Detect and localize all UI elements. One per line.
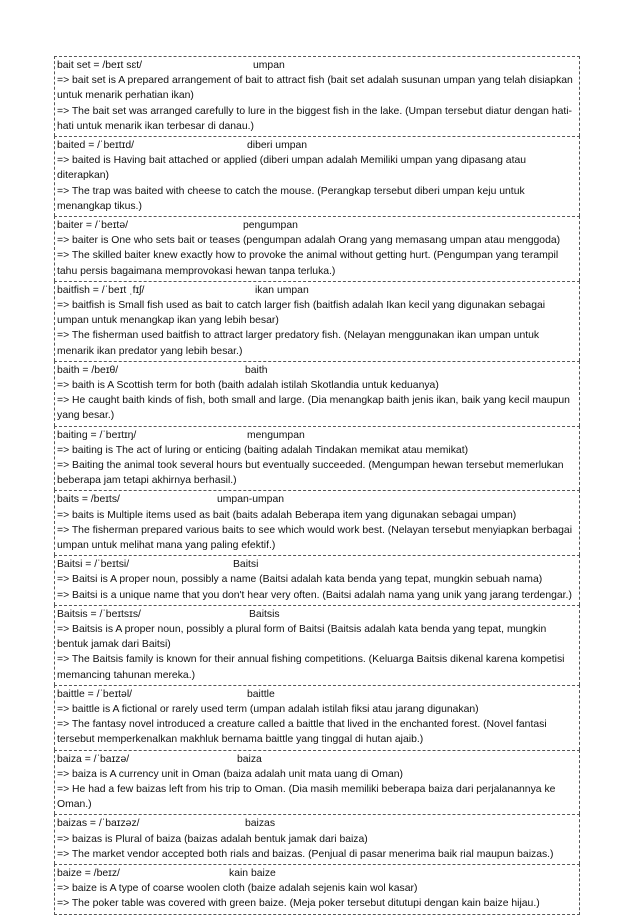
entry-translation: baizas xyxy=(245,818,276,830)
entry-translation: kain baize xyxy=(229,867,276,879)
entry-headline xyxy=(57,363,577,378)
entry-word-pronunciation: baizas = /ˈbaɪzəz/ xyxy=(57,818,140,830)
entry-headline xyxy=(57,283,577,298)
entry-translation: diberi umpan xyxy=(247,140,308,151)
entry-example: => Baiting the animal took several hours but eventually succeeded. (Mengumpan hewan tersebut memerlukan beberapa jam tetapi akhirnya berhasil.) xyxy=(57,459,564,487)
entry-headline xyxy=(57,752,577,767)
entry-definition: => baiter is One who sets bait or teases (pengumpan adalah Orang yang memasang umpan atau menggoda) xyxy=(57,235,561,247)
entry-translation: Baitsis xyxy=(249,608,280,620)
entry-headline xyxy=(57,428,577,443)
entry-headline xyxy=(57,218,577,233)
entry-definition: => Baitsi is A proper noun, possibly a name (Baitsi adalah kata benda yang tepat, mungkin sebuah nama) xyxy=(57,574,543,586)
entry-definition: => baits is Multiple items used as bait (baits adalah Beberapa item yang digunakan sebagai umpan) xyxy=(57,509,517,521)
entry-example: => The fisherman prepared various baits to see which would work best. (Nelayan tersebut menyiapkan berbagai umpan untuk melihat mana yang paling efektif.) xyxy=(57,524,573,551)
entry-word-pronunciation: baiting = /ˈbeɪtɪŋ/ xyxy=(57,429,137,441)
entry-definition: => baitfish is Small fish used as bait to catch larger fish (baitfish adalah Ikan kecil yang digunakan sebagai umpan untuk menangkap ikan yang lebih besar) xyxy=(57,299,546,327)
entry-definition: => bait set is A prepared arrangement of bait to attract fish (bait set adalah susunan umpan yang telah disiapkan untuk menarik perhatian ikan) xyxy=(57,75,573,102)
entry-definition: => baiting is The act of luring or enticing (baiting adalah Tindakan memikat atau memikat) xyxy=(57,444,469,456)
entry-example: => The Baitsis family is known for their annual fishing competitions. (Keluarga Baitsis dikenal karena kompetisi memancing tahunan mereka.) xyxy=(57,654,565,681)
entry-translation: baittle xyxy=(247,688,275,700)
entry-translation: Baitsi xyxy=(233,559,259,571)
entry-definition: => baith is A Scottish term for both (baith adalah istilah Skotlandia untuk keduanya) xyxy=(57,379,439,391)
entry-headline xyxy=(57,58,577,73)
entry-word-pronunciation: Baitsis = /ˈbeɪtsɪs/ xyxy=(57,608,141,620)
dictionary-entry xyxy=(54,814,580,864)
entry-example: => The poker table was covered with green baize. (Meja poker tersebut ditutupi dengan kain baize hijau.) xyxy=(57,898,540,910)
dictionary-entry xyxy=(54,490,580,555)
entry-word-pronunciation: Baitsi = /ˈbeɪtsi/ xyxy=(57,559,130,571)
dictionary-entry xyxy=(54,281,580,361)
entry-example: => The trap was baited with cheese to catch the mouse. (Perangkap tersebut diberi umpan keju untuk menangkap tikus.) xyxy=(57,185,525,212)
entry-translation: umpan xyxy=(253,60,285,71)
entry-word-pronunciation: baiza = /ˈbaɪzə/ xyxy=(57,753,130,765)
entry-example: => The skilled baiter knew exactly how to provoke the animal without getting hurt. (Pengumpan yang terampil tahu persis bagaimana memprovokasi hewan tanpa terluka.) xyxy=(57,250,559,277)
entry-word-pronunciation: baitfish = /ˈbeɪt ˌfɪʃ/ xyxy=(57,284,145,296)
entry-headline xyxy=(57,607,577,622)
entry-translation: baiza xyxy=(237,753,262,765)
entry-definition: => Baitsis is A proper noun, possibly a plural form of Baitsi (Baitsis adalah kata benda yang tepat, mungkin bentuk jamak dari Baitsi) xyxy=(57,623,547,651)
dictionary-entry xyxy=(54,750,580,815)
entry-headline xyxy=(57,687,577,702)
entry-translation: umpan-umpan xyxy=(217,494,285,506)
entry-word-pronunciation: baize = /beɪz/ xyxy=(57,867,120,879)
dictionary-entry xyxy=(54,605,580,685)
entry-example: => The fisherman used baitfish to attract larger predatory fish. (Nelayan menggunakan ikan umpan untuk menarik ikan predator yang lebih besar.) xyxy=(57,330,540,357)
entry-translation: baith xyxy=(245,364,268,376)
entry-example: => The market vendor accepted both rials and baizas. (Penjual di pasar menerima baik rial maupun baizas.) xyxy=(57,848,554,860)
dictionary-entry xyxy=(54,555,580,605)
entry-word-pronunciation: baits = /beɪts/ xyxy=(57,494,120,506)
entry-translation: pengumpan xyxy=(243,220,298,231)
dictionary-entry xyxy=(54,864,580,915)
dictionary-entry xyxy=(54,216,580,281)
dictionary-entry xyxy=(54,56,580,136)
entry-headline xyxy=(57,138,577,153)
entry-headline xyxy=(57,816,577,831)
entry-word-pronunciation: baited = /ˈbeɪtɪd/ xyxy=(57,140,135,151)
dictionary-entry xyxy=(54,136,580,216)
entry-definition: => baiza is A currency unit in Oman (baiza adalah unit mata uang di Oman) xyxy=(57,768,403,780)
dictionary-entry xyxy=(54,685,580,750)
entry-word-pronunciation: bait set = /beɪt sɛt/ xyxy=(57,60,142,71)
entry-word-pronunciation: baittle = /ˈbeɪtəl/ xyxy=(57,688,133,700)
entry-example: => He had a few baizas left from his trip to Oman. (Dia masih memiliki beberapa baiza dari perjalanannya ke Oman.) xyxy=(57,783,556,811)
entry-translation: mengumpan xyxy=(247,429,305,441)
entry-headline xyxy=(57,557,577,572)
dictionary-page xyxy=(54,56,580,915)
entry-definition: => baizas is Plural of baiza (baizas adalah bentuk jamak dari baiza) xyxy=(57,833,368,845)
entry-translation: ikan umpan xyxy=(255,284,309,296)
dictionary-entry xyxy=(54,361,580,426)
entry-definition: => baize is A type of coarse woolen cloth (baize adalah sejenis kain wol kasar) xyxy=(57,883,418,895)
entry-example: => Baitsi is a unique name that you don't hear very often. (Baitsi adalah nama yang unik yang jarang terdengar.) xyxy=(57,589,572,601)
entry-word-pronunciation: baiter = /ˈbeɪtə/ xyxy=(57,220,128,231)
entry-headline xyxy=(57,492,577,507)
dictionary-entry xyxy=(54,426,580,491)
entry-definition: => baited is Having bait attached or applied (diberi umpan adalah Memiliki umpan yang dipasang atau diterapkan) xyxy=(57,155,527,182)
entry-definition: => baittle is A fictional or rarely used term (umpan adalah istilah fiksi atau jarang digunakan) xyxy=(57,703,479,715)
entry-example: => The fantasy novel introduced a creature called a baittle that lived in the enchanted forest. (Novel fantasi tersebut memperkenalkan makhluk bernama baittle yang tinggal di hutan ajaib.) xyxy=(57,719,547,746)
entry-headline xyxy=(57,866,577,881)
entry-example: => He caught baith kinds of fish, both small and large. (Dia menangkap baith jenis ikan, baik yang kecil maupun yang besar.) xyxy=(57,395,570,422)
entry-example: => The bait set was arranged carefully to lure in the biggest fish in the lake. (Umpan tersebut diatur dengan hati-hati untuk menarik ikan terbesar di danau.) xyxy=(57,105,573,132)
entry-word-pronunciation: baith = /beɪθ/ xyxy=(57,364,119,376)
